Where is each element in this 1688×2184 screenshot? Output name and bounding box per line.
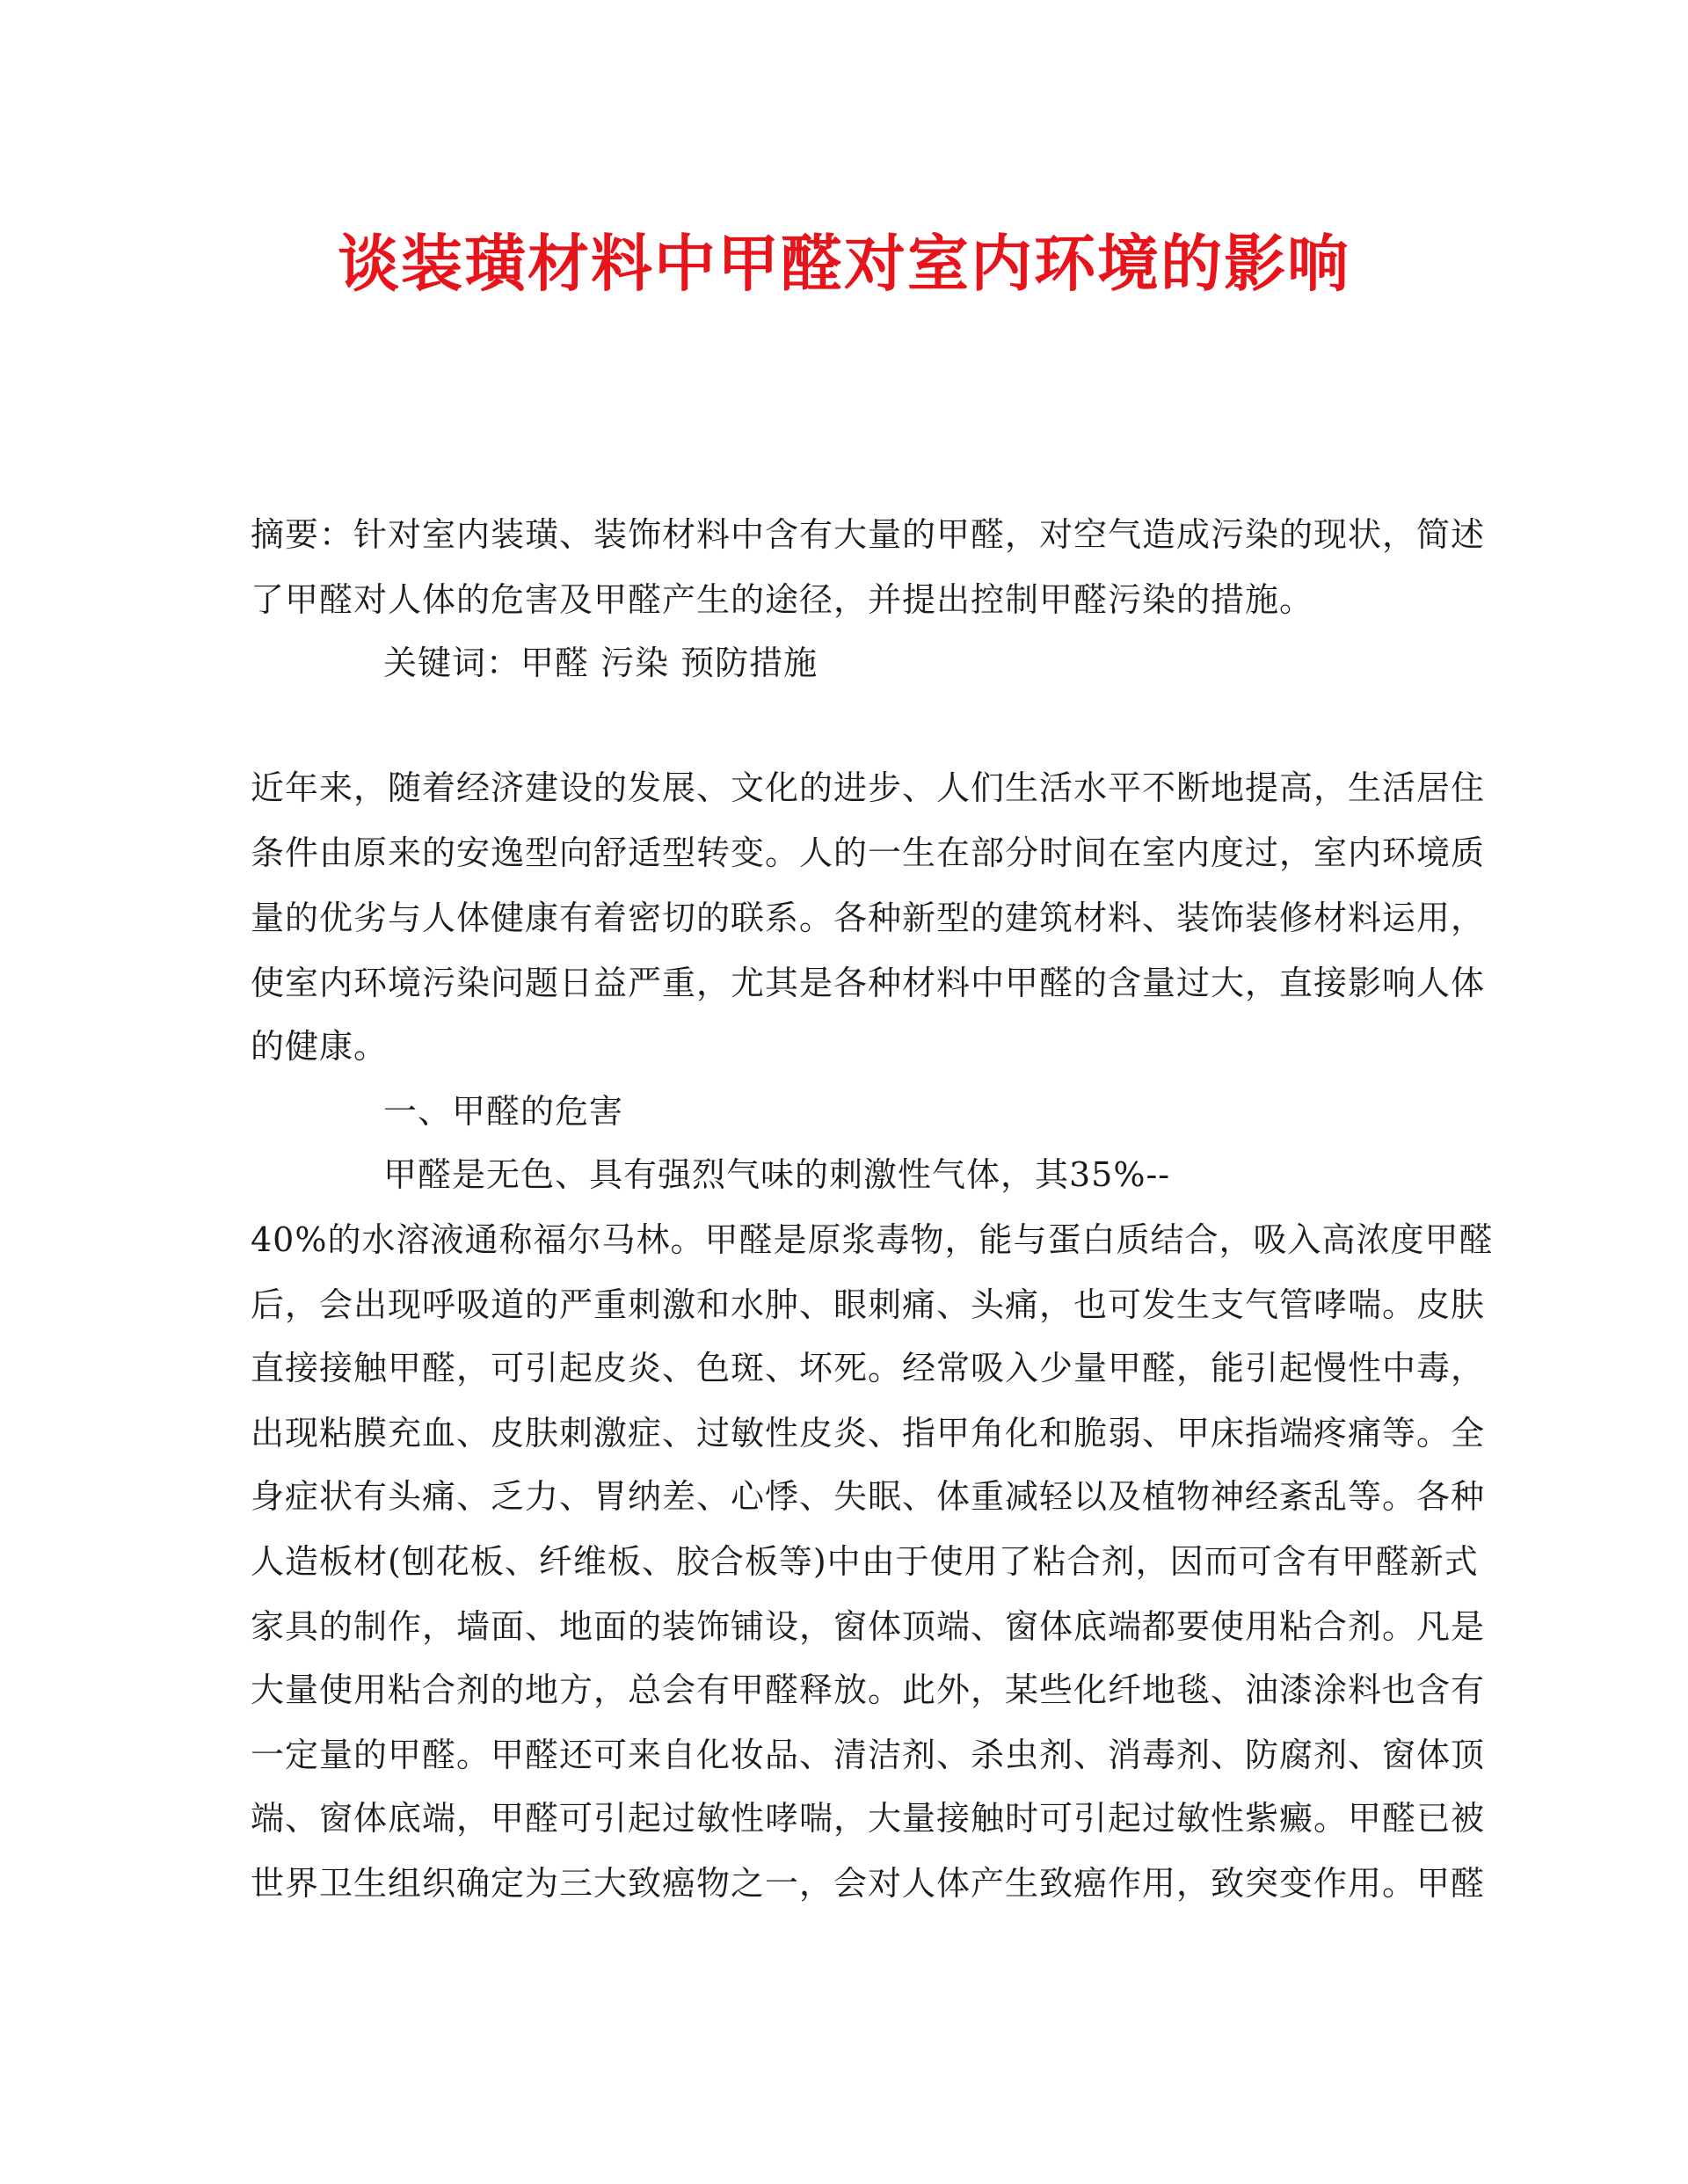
paragraph-line: 近年来，随着经济建设的发展、文化的进步、人们生活水平不断地提高，生活居住: [251, 768, 1486, 807]
paragraph-line: 使室内环境污染问题日益严重，尤其是各种材料中甲醛的含量过大，直接影响人体: [251, 964, 1486, 1002]
paragraph-line: 大量使用粘合剂的地方，总会有甲醛释放。此外，某些化纤地毯、油漆涂料也含有: [251, 1671, 1486, 1709]
paragraph-line: 出现粘膜充血、皮肤刺激症、过敏性皮炎、指甲角化和脆弱、甲床指端疼痛等。全: [251, 1414, 1486, 1452]
paragraph-line: 人造板材(刨花板、纤维板、胶合板等)中由于使用了粘合剂，因而可含有甲醛新式: [251, 1542, 1479, 1581]
paragraph-line: 量的优劣与人体健康有着密切的联系。各种新型的建筑材料、装饰装修材料运用，: [251, 899, 1486, 937]
paragraph-line: 端、窗体底端，甲醛可引起过敏性哮喘，大量接触时可引起过敏性紫癜。甲醛已被: [251, 1799, 1486, 1838]
paragraph-line: 直接接触甲醛，可引起皮炎、色斑、坏死。经常吸入少量甲醛，能引起慢性中毒，: [251, 1349, 1486, 1387]
paragraph-line: 后，会出现呼吸道的严重刺激和水肿、眼刺痛、头痛，也可发生支气管哮喘。皮肤: [251, 1285, 1486, 1324]
paragraph-line: 世界卫生组织确定为三大致癌物之一，会对人体产生致癌作用，致突变作用。甲醛: [251, 1864, 1486, 1903]
paragraph-line: 家具的制作，墙面、地面的装饰铺设，窗体顶端、窗体底端都要使用粘合剂。凡是: [251, 1607, 1486, 1646]
paragraph-line: 条件由原来的安逸型向舒适型转变。人的一生在部分时间在室内度过，室内环境质: [251, 834, 1486, 872]
abstract-line: 摘要：针对室内装璜、装饰材料中含有大量的甲醛，对空气造成污染的现状，简述: [251, 515, 1486, 554]
document-title: 谈装璜材料中甲醛对室内环境的影响: [338, 228, 1350, 300]
paragraph-line: 甲醛是无色、具有强烈气味的刺激性气体，其35%--: [383, 1155, 1171, 1194]
paragraph-line: 的健康。: [251, 1027, 389, 1066]
abstract-line: 了甲醛对人体的危害及甲醛产生的途径，并提出控制甲醛污染的措施。: [251, 580, 1314, 619]
section-heading: 一、甲醛的危害: [383, 1092, 624, 1131]
keywords: 关键词：甲醛 污染 预防措施: [383, 644, 819, 682]
paragraph-line: 40%的水溶液通称福尔马林。甲醛是原浆毒物，能与蛋白质结合，吸入高浓度甲醛: [251, 1220, 1494, 1259]
paragraph-line: 一定量的甲醛。甲醛还可来自化妆品、清洁剂、杀虫剂、消毒剂、防腐剂、窗体顶: [251, 1736, 1486, 1774]
paragraph-line: 身症状有头痛、乏力、胃纳差、心悸、失眠、体重减轻以及植物神经紊乱等。各种: [251, 1477, 1486, 1516]
